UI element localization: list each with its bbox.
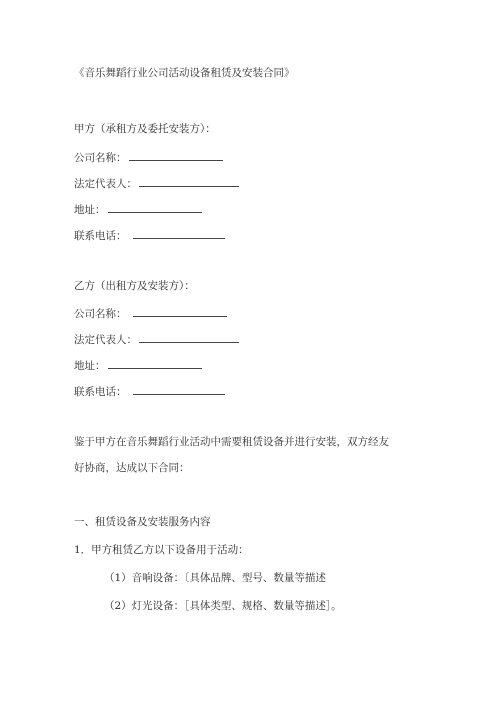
party-a-legal-rep-label: 法定代表人： xyxy=(74,178,137,190)
section-1-sub-1: （1）音响设备：〔具体品牌、型号、数量等描述 xyxy=(104,572,326,584)
party-a-heading: 甲方（承租方及委托安装方）： xyxy=(74,123,216,135)
party-a-company-label: 公司名称： xyxy=(74,152,127,164)
party-a-company-row xyxy=(74,150,223,165)
party-b-company-label: 公司名称： xyxy=(74,308,127,320)
contract-title: 《音乐舞蹈行业公司活动设备租赁及安装合同》 xyxy=(74,67,295,79)
party-a-address-label: 地址： xyxy=(74,204,106,216)
section-1-heading: 一、租赁设备及安装服务内容 xyxy=(74,516,211,528)
party-b-address-label: 地址： xyxy=(74,360,106,372)
party-b-address-field[interactable] xyxy=(108,358,202,369)
party-b-legal-rep-row xyxy=(74,332,239,347)
preamble-line-2: 好协商，达成以下合同： xyxy=(74,462,190,474)
party-b-phone-row xyxy=(74,384,225,399)
party-b-address-row xyxy=(74,358,202,373)
party-b-company-field[interactable] xyxy=(133,306,227,317)
party-a-phone-row xyxy=(74,228,225,243)
party-b-heading: 乙方（出租方及安装方）： xyxy=(74,280,195,292)
party-a-address-field[interactable] xyxy=(108,202,202,213)
party-a-address-row xyxy=(74,202,202,217)
party-a-phone-label: 联系电话： xyxy=(74,230,127,242)
party-a-legal-rep-field[interactable] xyxy=(139,176,239,187)
section-1-item-1: 1．甲方租赁乙方以下设备用于活动： xyxy=(74,544,249,556)
party-a-company-field[interactable] xyxy=(129,150,223,161)
section-1-sub-2: （2）灯光设备：［具体类型、规格、数量等描述］。 xyxy=(104,600,342,612)
party-b-legal-rep-field[interactable] xyxy=(139,332,239,343)
party-b-company-row xyxy=(74,306,227,321)
party-a-phone-field[interactable] xyxy=(133,228,225,239)
party-b-phone-field[interactable] xyxy=(133,384,225,395)
party-a-legal-rep-row xyxy=(74,176,239,191)
party-b-phone-label: 联系电话： xyxy=(74,386,127,398)
party-b-legal-rep-label: 法定代表人： xyxy=(74,334,137,346)
preamble-line-1: 鉴于甲方在音乐舞蹈行业活动中需要租赁设备并进行安装，双方经友 xyxy=(74,436,389,448)
